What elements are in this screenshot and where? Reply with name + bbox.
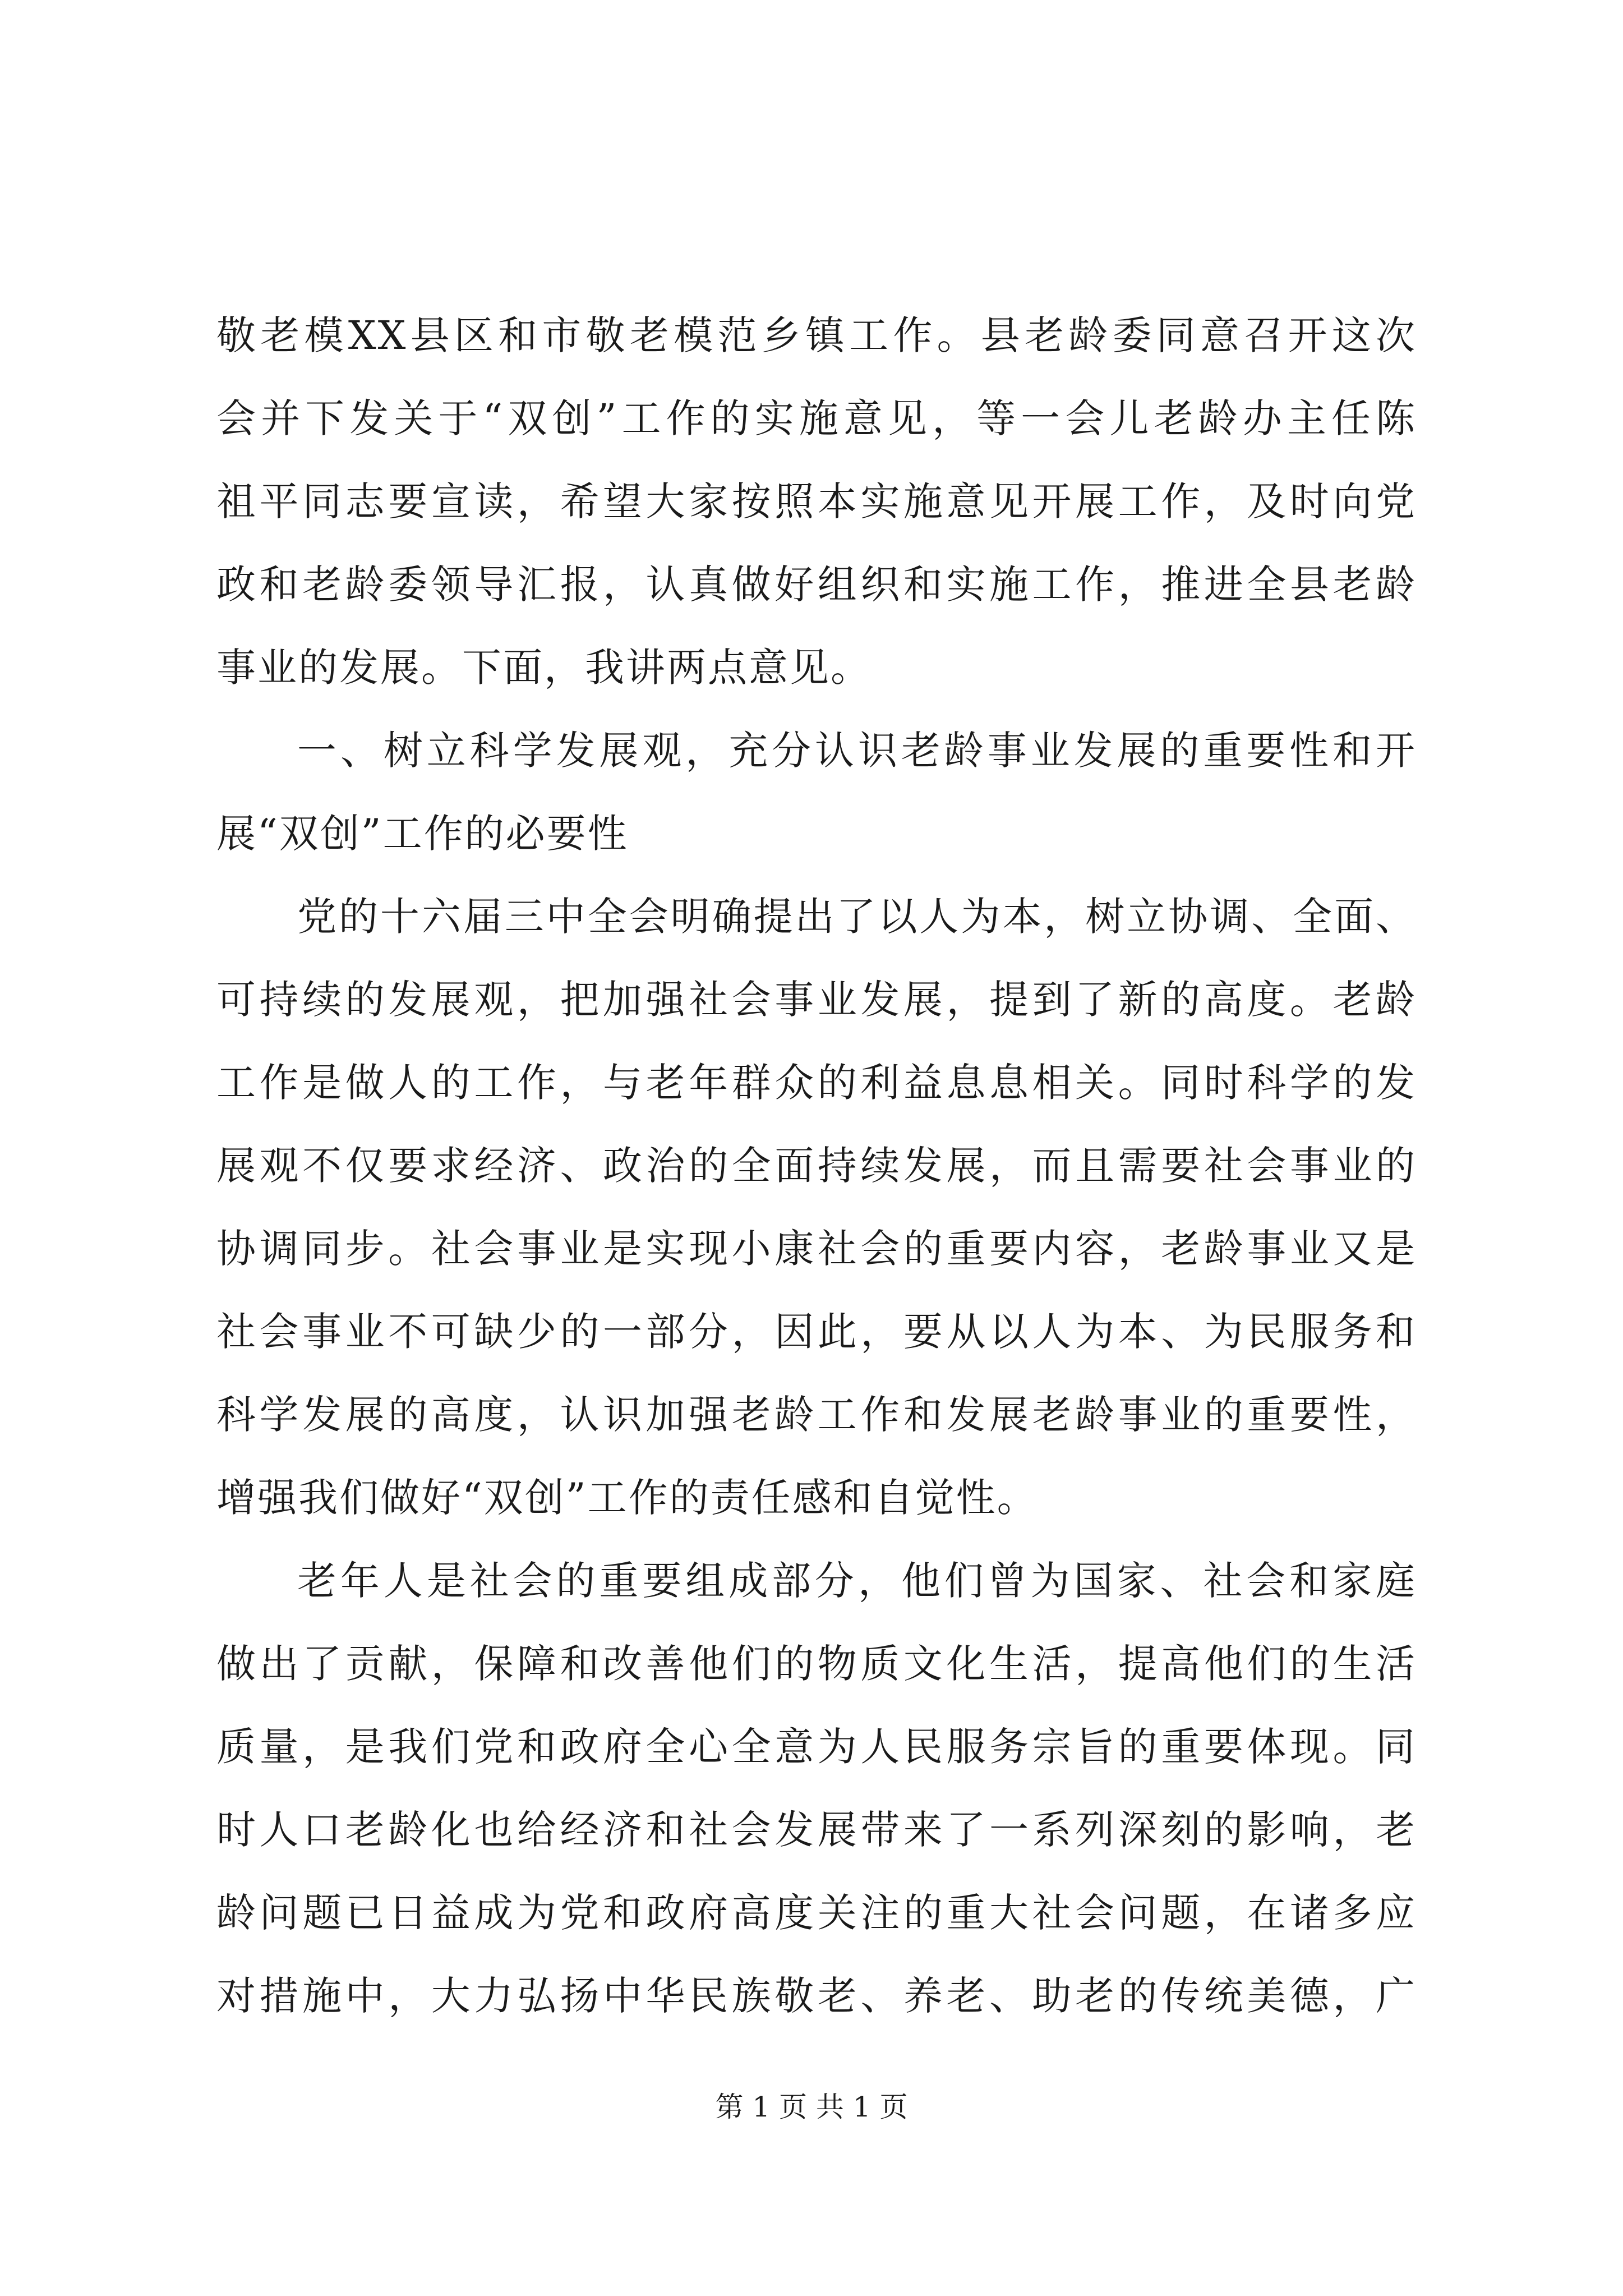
body-line: 对措施中，大力弘扬中华民族敬老、养老、助老的传统美德，广 [216,1973,1417,2019]
body-line: 协调同步。社会事业是实现小康社会的重要内容，老龄事业又是 [216,1226,1417,1272]
body-line: 增强我们做好“双创”工作的责任感和自觉性。 [216,1475,1038,1521]
body-line: 政和老龄委领导汇报，认真做好组织和实施工作，推进全县老龄 [216,562,1417,608]
page-number-footer: 第 1 页 共 1 页 [715,2091,908,2123]
body-line: 可持续的发展观，把加强社会事业发展，提到了新的高度。老龄 [216,977,1417,1023]
body-line: 事业的发展。下面，我讲两点意见。 [216,645,872,691]
section-heading-line: 展“双创”工作的必要性 [216,811,629,857]
body-line: 时人口老龄化也给经济和社会发展带来了一系列深刻的影响，老 [216,1807,1417,1853]
body-line: 龄问题已日益成为党和政府高度关注的重大社会问题，在诸多应 [216,1890,1417,1936]
body-line: 祖平同志要宣读，希望大家按照本实施意见开展工作，及时向党 [216,478,1417,524]
body-line: 科学发展的高度，认识加强老龄工作和发展老龄事业的重要性， [216,1392,1417,1438]
body-line: 社会事业不可缺少的一部分，因此，要从以人为本、为民服务和 [216,1309,1417,1355]
body-line: 会并下发关于“双创”工作的实施意见，等一会儿老龄办主任陈 [216,395,1417,441]
body-line: 做出了贡献，保障和改善他们的物质文化生活，提高他们的生活 [216,1641,1417,1687]
body-line: 质量，是我们党和政府全心全意为人民服务宗旨的重要体现。同 [216,1724,1417,1770]
body-line: 工作是做人的工作，与老年群众的利益息息相关。同时科学的发 [216,1060,1417,1106]
section-heading-line: 一、树立科学发展观，充分认识老龄事业发展的重要性和开 [297,728,1417,774]
body-line: 老年人是社会的重要组成部分，他们曾为国家、社会和家庭 [297,1558,1417,1604]
body-line: 展观不仅要求经济、政治的全面持续发展，而且需要社会事业的 [216,1143,1417,1189]
body-line: 党的十六届三中全会明确提出了以人为本，树立协调、全面、 [297,894,1417,940]
body-line: 敬老模XX县区和市敬老模范乡镇工作。县老龄委同意召开这次 [216,312,1417,358]
